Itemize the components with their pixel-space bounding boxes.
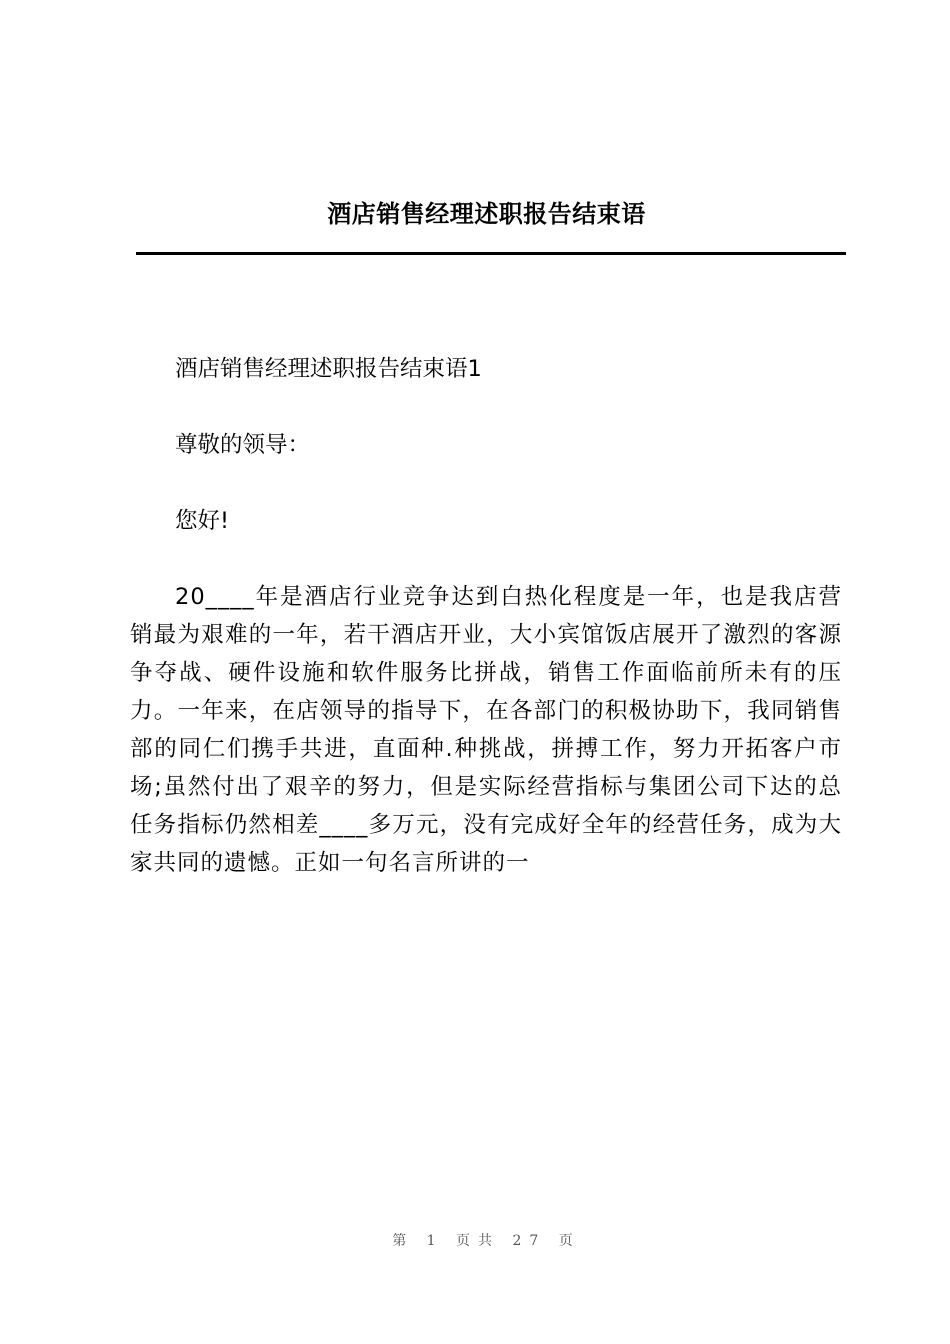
greeting: 您好! xyxy=(175,508,230,534)
document-body xyxy=(130,350,842,920)
document-title: 酒店销售经理述职报告结束语 xyxy=(327,199,646,228)
title-underline xyxy=(136,252,846,255)
page-number-footer: 第 1 页共 27 页 xyxy=(392,1233,581,1249)
section-heading: 酒店销售经理述职报告结束语1 xyxy=(175,356,482,382)
body-paragraph: 20____年是酒店行业竞争达到白热化程度是一年，也是我店营销最为艰难的一年，若干酒店开业，大小宾馆饭店展开了激烈的客源争夺战、硬件设施和软件服务比拼战，销售工作面临前所未有的压力。一年来，在店领导的指导下，在各部门的积极协助下，我同销售部的同仁们携手共进，直面种.种挑战，拼搏工作，努力开拓客户市场;虽然付出了艰辛的努力，但是实际经营指标与集团公司下达的总任务指标仍然相差____多万元，没有完成好全年的经营任务，成为大家共同的遗憾。正如一句名言所讲的一 xyxy=(130,584,842,876)
salutation: 尊敬的领导： xyxy=(175,432,311,458)
